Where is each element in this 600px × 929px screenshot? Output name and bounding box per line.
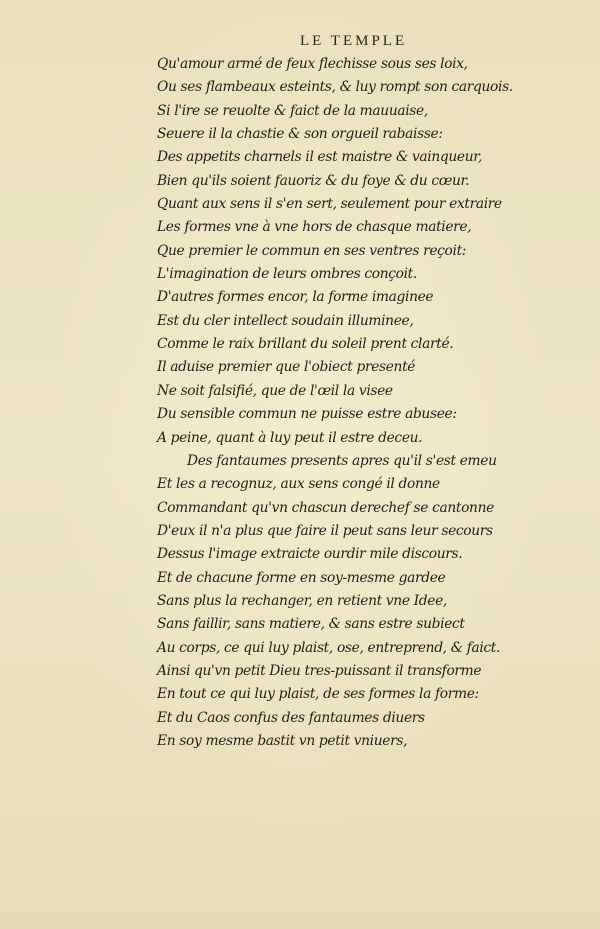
verse-line: Bien qu'ils soient fauoriz & du foye & du cœur.: [157, 172, 470, 189]
verse-line: Du sensible commun ne puisse estre abusee:: [157, 406, 457, 423]
verse-line: Quant aux sens il s'en sert, seulement pour extraire: [157, 196, 502, 213]
verse-line: Des appetits charnels il est maistre & vainqueur,: [157, 149, 483, 166]
verse-line: Ou ses flambeaux esteints, & luy rompt son carquois.: [157, 79, 513, 96]
verse-line: Il aduise premier que l'obiect presenté: [157, 359, 416, 376]
verse-line: Et de chacune forme en soy-mesme gardee: [157, 569, 446, 586]
running-head: LE TEMPLE: [300, 33, 408, 49]
verse-line: A peine, quant à luy peut il estre deceu.: [157, 429, 423, 446]
verse-line: Si l'ire se reuolte & faict de la mauuaise,: [157, 102, 428, 119]
verse-line: Comme le raix brillant du soleil prent clarté.: [157, 336, 454, 353]
verse-line: D'autres formes encor, la forme imaginee: [157, 289, 434, 306]
verse-line: Au corps, ce qui luy plaist, ose, entreprend, & faict.: [157, 639, 501, 656]
verse-line: Sans plus la rechanger, en retient vne Idee,: [157, 592, 447, 609]
verse-line: En soy mesme bastit vn petit vniuers,: [157, 732, 408, 749]
verse-line: Est du cler intellect soudain illuminee,: [157, 312, 414, 329]
verse-line: L'imagination de leurs ombres conçoit.: [157, 266, 417, 283]
verse-line: Les formes vne à vne hors de chasque matiere,: [157, 219, 472, 236]
verse-line: Et du Caos confus des fantaumes diuers: [157, 709, 425, 726]
verse-line: Ainsi qu'vn petit Dieu tres-puissant il transforme: [157, 662, 482, 679]
verse-line: D'eux il n'a plus que faire il peut sans leur secours: [157, 522, 493, 539]
verse-line: Seuere il la chastie & son orgueil rabaisse:: [157, 126, 443, 143]
verse-line: Ne soit falsifié, que de l'œil la visee: [157, 382, 393, 399]
verse-line: Qu'amour armé de feux flechisse sous ses loix,: [157, 56, 468, 72]
verse-line: En tout ce qui luy plaist, de ses formes la forme:: [157, 686, 479, 703]
verse-line: Et les a recognuz, aux sens congé il donne: [157, 476, 440, 493]
verse-line: Que premier le commun en ses ventres reçoit:: [157, 242, 467, 259]
verse-line: Dessus l'image extraicte ourdir mile discours.: [157, 546, 463, 563]
poem-text: [157, 53, 587, 753]
verse-line: Commandant qu'vn chascun derechef se cantonne: [157, 499, 494, 516]
verse-line: Sans faillir, sans matiere, & sans estre subiect: [157, 616, 465, 633]
verse-line: Des fantaumes presents apres qu'il s'est emeu: [187, 452, 497, 469]
